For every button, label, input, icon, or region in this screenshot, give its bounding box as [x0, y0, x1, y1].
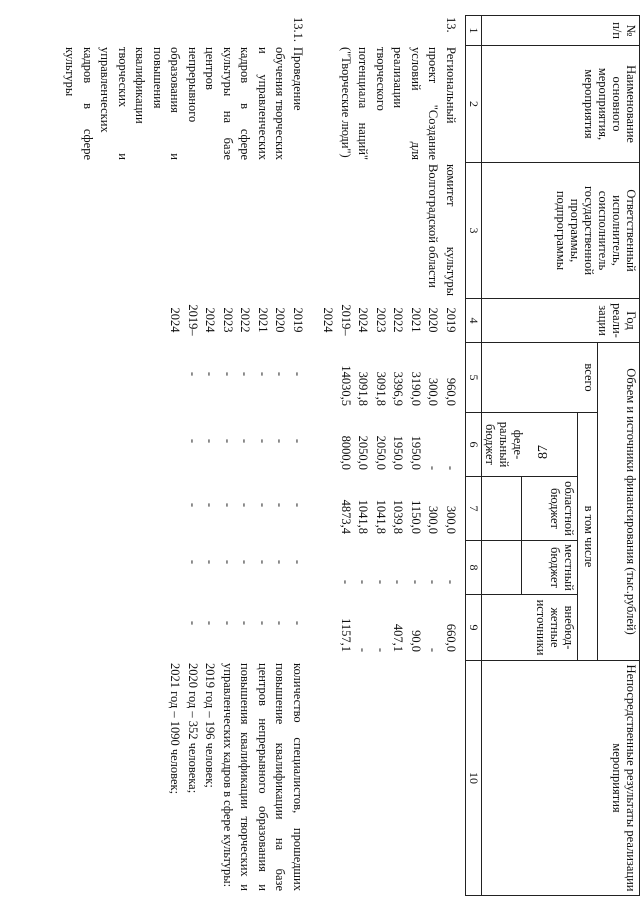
row13-regional: 300,0 300,0 1150,0 1039,8 1041,8 1041,8 4873,4: [339, 499, 458, 534]
col-number-8: 8: [466, 541, 482, 595]
row13-executor: комитет культуры Волгоградской области: [426, 164, 458, 296]
col-number-7: 7: [466, 477, 482, 541]
header-col-year: Год реали-зации: [482, 299, 640, 343]
row13-total: 960,0 300,0 3190,0 3396,9 3091,8 3091,8 14030,5: [339, 365, 458, 406]
row13-name: Региональный проект "Создание условий для реализации творческого потенциала наций" ("Творческие люди"): [339, 47, 458, 160]
col-number-3: 3: [466, 163, 482, 299]
col-number-4: 4: [466, 299, 482, 343]
row13-1-federal: - - - - - - -: [186, 438, 305, 444]
header-col-executor: Ответственный исполнитель, соисполнитель государственной программы, подпрограммы: [482, 163, 640, 299]
col-number-2: 2: [466, 46, 482, 163]
page-number: 87: [536, 445, 551, 459]
row13-1-local: - - - - - - -: [186, 559, 305, 565]
row13-1-total: - - - - - - -: [186, 371, 305, 377]
row13-1-years: 2019 2020 2021 2022 2023 2024 2019– 2024: [168, 304, 305, 336]
header-col-local: местный бюджет: [522, 541, 577, 595]
table-header: [465, 15, 640, 896]
row13-1-name: Проведение обучения творческих и управленческих кадров в сфере культуры на базе центров непрерывного образования и повышения квалификации творческих и управленческих кадров в сфере культуры: [63, 47, 305, 160]
header-financing-group: Объем и источники финансирования (тыс.рублей): [597, 343, 639, 661]
header-col-total: всего: [482, 343, 598, 413]
row13-federal: - - 1950,0 1950,0 2050,0 2050,0 8000,0: [339, 435, 458, 470]
header-col-num: № п/п: [482, 16, 640, 46]
col-number-6: 6: [466, 413, 482, 477]
header-including: в том числе: [577, 413, 597, 661]
header-col-regional: областной бюджет: [522, 477, 577, 541]
row13-1-result: количество специалистов, прошедших повышение квалификации на базе центров непрерывного образования и повышения квалификации творческих и управленческих кадров в сфере культуры: 2019 год – 196 человек; 2020 год – 352 человека; 2021 год – 1090 человек;: [168, 663, 305, 891]
header-col-name: Наименование основного мероприятия, мероприятия: [482, 46, 640, 163]
col-number-5: 5: [466, 343, 482, 413]
row13-1-extrabudget: - - - - - - -: [186, 620, 305, 626]
rotated-table-page: [0, 15, 640, 895]
row13-years: 2019 2020 2021 2022 2023 2024 2019– 2024: [321, 304, 458, 336]
row13-1-number: 13.1.: [291, 17, 305, 42]
row13-extrabudget: 660,0 - 90,0 407,1 - - 1157,1: [339, 618, 458, 652]
col-number-10: 10: [466, 661, 482, 896]
header-col-result: Непосредственные результаты реализации мероприятия: [482, 661, 640, 896]
row13-1-regional: - - - - - - -: [186, 502, 305, 508]
row13-local: - - - - - - -: [339, 579, 458, 584]
header-col-extrabudget: внебюд-жетные источники: [482, 595, 578, 661]
col-number-9: 9: [466, 595, 482, 661]
header-col-federal: феде-ральный бюджет: [482, 413, 578, 477]
col-number-1: 1: [466, 16, 482, 46]
row13-number: 13.: [444, 17, 458, 33]
